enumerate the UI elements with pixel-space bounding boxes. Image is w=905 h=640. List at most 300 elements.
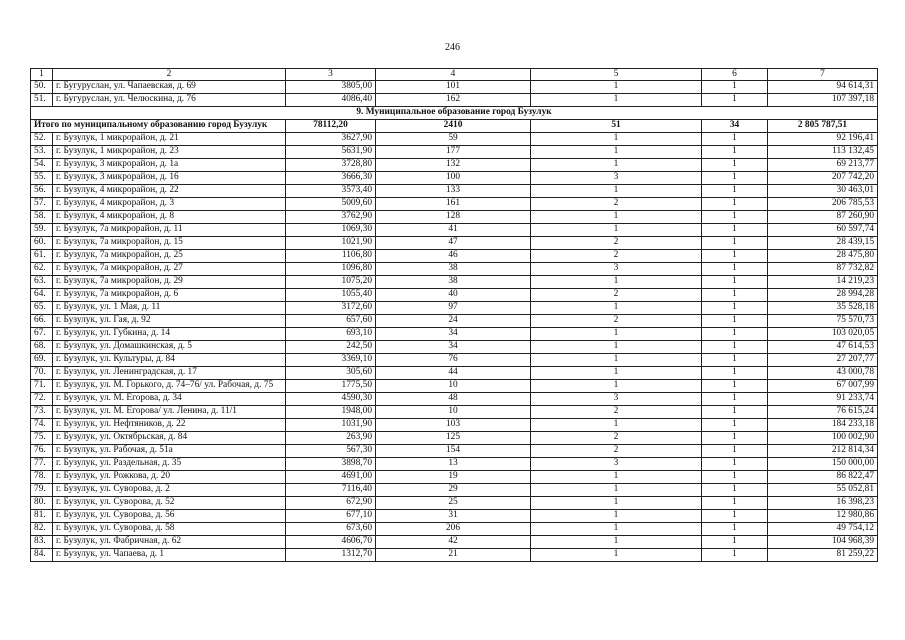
col5-value: 1: [531, 484, 702, 497]
col6-value: 1: [702, 497, 768, 510]
table-row: [31, 406, 878, 419]
col5-value: 1: [531, 419, 702, 432]
row-number: 60.: [31, 237, 53, 250]
col6-value: 1: [702, 81, 768, 94]
area: 1069,30: [286, 224, 376, 237]
col6-value: 1: [702, 302, 768, 315]
table-row: [31, 549, 878, 562]
table-row: [31, 419, 878, 432]
table-row: [31, 185, 878, 198]
table-row: [31, 458, 878, 471]
table-row: [31, 445, 878, 458]
row-number: 53.: [31, 146, 53, 159]
address: г. Бузулук, ул. Чапаева, д. 1: [53, 549, 286, 562]
area: 3172,60: [286, 302, 376, 315]
cost: 14 219,23: [768, 276, 878, 289]
row-number: 51.: [31, 94, 53, 107]
address: г. Бузулук, ул. М. Егорова, д. 34: [53, 393, 286, 406]
area: 1055,40: [286, 289, 376, 302]
residents: 10: [376, 406, 531, 419]
address: г. Бузулук, ул. Раздельная, д. 35: [53, 458, 286, 471]
residents: 38: [376, 263, 531, 276]
area: 5631,90: [286, 146, 376, 159]
residents: 125: [376, 432, 531, 445]
residents: 21: [376, 549, 531, 562]
address: г. Бузулук, 7а микрорайон, д. 11: [53, 224, 286, 237]
col6-value: 1: [702, 276, 768, 289]
cost: 49 754,12: [768, 523, 878, 536]
residents: 154: [376, 445, 531, 458]
table-row: [31, 315, 878, 328]
address: г. Бузулук, ул. Гая, д. 92: [53, 315, 286, 328]
address: г. Бузулук, 7а микрорайон, д. 15: [53, 237, 286, 250]
col5-value: 1: [531, 549, 702, 562]
residents: 97: [376, 302, 531, 315]
total-row: [31, 120, 878, 133]
col6-value: 1: [702, 94, 768, 107]
cost: 12 980,86: [768, 510, 878, 523]
residents: 38: [376, 276, 531, 289]
col5-value: 1: [531, 523, 702, 536]
col5-value: 2: [531, 289, 702, 302]
table-row: [31, 94, 878, 107]
row-number: 54.: [31, 159, 53, 172]
area: 1031,90: [286, 419, 376, 432]
cost: 150 000,00: [768, 458, 878, 471]
area: 1948,00: [286, 406, 376, 419]
col6-value: 1: [702, 224, 768, 237]
residents: 133: [376, 185, 531, 198]
cost: 94 614,31: [768, 81, 878, 94]
table-row: [31, 237, 878, 250]
row-number: 63.: [31, 276, 53, 289]
col5-value: 1: [531, 133, 702, 146]
col6-value: 1: [702, 185, 768, 198]
col6-value: 1: [702, 445, 768, 458]
cost: 28 994,28: [768, 289, 878, 302]
address: г. Бузулук, ул. Губкина, д. 14: [53, 328, 286, 341]
area: 1075,20: [286, 276, 376, 289]
row-number: 50.: [31, 81, 53, 94]
area: 677,10: [286, 510, 376, 523]
section-row: [31, 107, 878, 120]
address: г. Бузулук, 3 микрорайон, д. 1а: [53, 159, 286, 172]
area: 3762,90: [286, 211, 376, 224]
row-number: 78.: [31, 471, 53, 484]
column-number: 4: [376, 69, 531, 81]
row-number: 74.: [31, 419, 53, 432]
area: 673,60: [286, 523, 376, 536]
table-row: [31, 211, 878, 224]
col6-value: 1: [702, 289, 768, 302]
area: 3805,00: [286, 81, 376, 94]
cost: 28 439,15: [768, 237, 878, 250]
residents: 25: [376, 497, 531, 510]
col5-value: 1: [531, 328, 702, 341]
table-row: [31, 224, 878, 237]
housing-table: [30, 68, 878, 562]
address: г. Бузулук, ул. Фабричная, д. 62: [53, 536, 286, 549]
col6-value: 1: [702, 419, 768, 432]
table-row: [31, 172, 878, 185]
col5-value: 1: [531, 341, 702, 354]
col6-value: 1: [702, 484, 768, 497]
row-number: 81.: [31, 510, 53, 523]
col6-value: 1: [702, 146, 768, 159]
row-number: 76.: [31, 445, 53, 458]
col6-value: 1: [702, 380, 768, 393]
total-label: Итого по муниципальному образованию город Бузулук: [31, 120, 286, 133]
row-number: 71.: [31, 380, 53, 393]
cost: 107 397,18: [768, 94, 878, 107]
residents: 13: [376, 458, 531, 471]
table-row: [31, 471, 878, 484]
address: г. Бузулук, 3 микрорайон, д. 16: [53, 172, 286, 185]
total-residents: 2410: [376, 120, 531, 133]
table-row: [31, 354, 878, 367]
row-number: 61.: [31, 250, 53, 263]
row-number: 67.: [31, 328, 53, 341]
cost: 81 259,22: [768, 549, 878, 562]
address: г. Бузулук, ул. Суворова, д. 2: [53, 484, 286, 497]
row-number: 66.: [31, 315, 53, 328]
area: 4590,30: [286, 393, 376, 406]
address: г. Бузулук, ул. Октябрьская, д. 84: [53, 432, 286, 445]
residents: 29: [376, 484, 531, 497]
col5-value: 1: [531, 81, 702, 94]
address: г. Бузулук, 1 микрорайон, д. 21: [53, 133, 286, 146]
col5-value: 1: [531, 211, 702, 224]
cost: 207 742,20: [768, 172, 878, 185]
col5-value: 1: [531, 536, 702, 549]
cost: 69 213,77: [768, 159, 878, 172]
table-row: [31, 367, 878, 380]
col6-value: 1: [702, 510, 768, 523]
col5-value: 2: [531, 198, 702, 211]
address: г. Бузулук, 1 микрорайон, д. 23: [53, 146, 286, 159]
column-number: 1: [31, 69, 53, 81]
col6-value: 1: [702, 211, 768, 224]
address: г. Бузулук, ул. М. Горького, д. 74–76/ ул. Рабочая, д. 75: [53, 380, 286, 393]
col6-value: 1: [702, 315, 768, 328]
residents: 10: [376, 380, 531, 393]
col6-value: 1: [702, 367, 768, 380]
cost: 76 615,24: [768, 406, 878, 419]
area: 305,60: [286, 367, 376, 380]
row-number: 57.: [31, 198, 53, 211]
address: г. Бугуруслан, ул. Чапаевская, д. 69: [53, 81, 286, 94]
cost: 67 007,99: [768, 380, 878, 393]
table-row: [31, 393, 878, 406]
column-number: 5: [531, 69, 702, 81]
residents: 101: [376, 81, 531, 94]
residents: 103: [376, 419, 531, 432]
col6-value: 1: [702, 263, 768, 276]
row-number: 84.: [31, 549, 53, 562]
table-row: [31, 328, 878, 341]
address: г. Бузулук, ул. Домашкинская, д. 5: [53, 341, 286, 354]
row-number: 79.: [31, 484, 53, 497]
row-number: 77.: [31, 458, 53, 471]
address: г. Бузулук, ул. 1 Мая, д. 11: [53, 302, 286, 315]
cost: 16 398,23: [768, 497, 878, 510]
address: г. Бузулук, 7а микрорайон, д. 27: [53, 263, 286, 276]
area: 3728,80: [286, 159, 376, 172]
residents: 100: [376, 172, 531, 185]
residents: 19: [376, 471, 531, 484]
col6-value: 1: [702, 198, 768, 211]
address: г. Бузулук, ул. Ленинградская, д. 17: [53, 367, 286, 380]
col6-value: 1: [702, 354, 768, 367]
residents: 177: [376, 146, 531, 159]
col5-value: 1: [531, 302, 702, 315]
table-row: [31, 133, 878, 146]
residents: 132: [376, 159, 531, 172]
area: 5009,60: [286, 198, 376, 211]
table-row: [31, 302, 878, 315]
area: 1096,80: [286, 263, 376, 276]
residents: 162: [376, 94, 531, 107]
total-cost: 2 805 787,51: [768, 120, 878, 133]
col5-value: 1: [531, 471, 702, 484]
residents: 41: [376, 224, 531, 237]
cost: 87 732,82: [768, 263, 878, 276]
cost: 87 260,90: [768, 211, 878, 224]
page-number: 246: [445, 42, 460, 53]
address: г. Бузулук, ул. М. Егорова/ ул. Ленина, д. 11/1: [53, 406, 286, 419]
table-row: [31, 341, 878, 354]
col5-value: 1: [531, 367, 702, 380]
cost: 104 968,39: [768, 536, 878, 549]
area: 1021,90: [286, 237, 376, 250]
table-row: [31, 198, 878, 211]
table-row: [31, 380, 878, 393]
area: 693,10: [286, 328, 376, 341]
table-body: [31, 69, 878, 562]
cost: 28 475,80: [768, 250, 878, 263]
col5-value: 2: [531, 432, 702, 445]
residents: 206: [376, 523, 531, 536]
cost: 55 052,81: [768, 484, 878, 497]
col6-value: 1: [702, 432, 768, 445]
column-number: 6: [702, 69, 768, 81]
address: г. Бузулук, ул. Суворова, д. 52: [53, 497, 286, 510]
col6-value: 1: [702, 237, 768, 250]
col5-value: 1: [531, 185, 702, 198]
row-number: 52.: [31, 133, 53, 146]
col6-value: 1: [702, 328, 768, 341]
area: 657,60: [286, 315, 376, 328]
row-number: 55.: [31, 172, 53, 185]
column-number: 7: [768, 69, 878, 81]
table-row: [31, 289, 878, 302]
row-number: 82.: [31, 523, 53, 536]
col5-value: 2: [531, 250, 702, 263]
cost: 30 463,01: [768, 185, 878, 198]
column-number: 2: [53, 69, 286, 81]
table-row: [31, 250, 878, 263]
col5-value: 1: [531, 224, 702, 237]
cost: 103 020,05: [768, 328, 878, 341]
address: г. Бузулук, ул. Нефтяников, д. 22: [53, 419, 286, 432]
area: 3369,10: [286, 354, 376, 367]
row-number: 56.: [31, 185, 53, 198]
residents: 46: [376, 250, 531, 263]
address: г. Бузулук, ул. Суворова, д. 58: [53, 523, 286, 536]
cost: 91 233,74: [768, 393, 878, 406]
residents: 34: [376, 341, 531, 354]
cost: 60 597,74: [768, 224, 878, 237]
col5-value: 3: [531, 458, 702, 471]
table-row: [31, 523, 878, 536]
area: 7116,40: [286, 484, 376, 497]
cost: 113 132,45: [768, 146, 878, 159]
row-number: 64.: [31, 289, 53, 302]
address: г. Бузулук, ул. Рожкова, д. 20: [53, 471, 286, 484]
address: г. Бузулук, 7а микрорайон, д. 25: [53, 250, 286, 263]
row-number: 58.: [31, 211, 53, 224]
cost: 100 002,90: [768, 432, 878, 445]
table-row: [31, 510, 878, 523]
table-row: [31, 146, 878, 159]
section-title: 9. Муниципальное образование город Бузулук: [31, 107, 878, 120]
table-row: [31, 159, 878, 172]
address: г. Бузулук, 4 микрорайон, д. 22: [53, 185, 286, 198]
area: 4691,00: [286, 471, 376, 484]
row-number: 70.: [31, 367, 53, 380]
col6-value: 1: [702, 406, 768, 419]
row-number: 59.: [31, 224, 53, 237]
col6-value: 1: [702, 523, 768, 536]
total-area: 78112,20: [286, 120, 376, 133]
col6-value: 1: [702, 250, 768, 263]
area: 3573,40: [286, 185, 376, 198]
total-col6: 34: [702, 120, 768, 133]
residents: 24: [376, 315, 531, 328]
row-number: 69.: [31, 354, 53, 367]
table-row: [31, 536, 878, 549]
total-col5: 51: [531, 120, 702, 133]
row-number: 73.: [31, 406, 53, 419]
col5-value: 1: [531, 94, 702, 107]
address: г. Бузулук, 4 микрорайон, д. 8: [53, 211, 286, 224]
area: 1106,80: [286, 250, 376, 263]
col5-value: 1: [531, 146, 702, 159]
col6-value: 1: [702, 471, 768, 484]
col5-value: 1: [531, 276, 702, 289]
table-row: [31, 263, 878, 276]
area: 242,50: [286, 341, 376, 354]
col5-value: 2: [531, 445, 702, 458]
col5-value: 1: [531, 354, 702, 367]
area: 3666,30: [286, 172, 376, 185]
address: г. Бузулук, ул. Культуры, д. 84: [53, 354, 286, 367]
cost: 43 000,78: [768, 367, 878, 380]
col5-value: 2: [531, 315, 702, 328]
cost: 86 822,47: [768, 471, 878, 484]
row-number: 65.: [31, 302, 53, 315]
residents: 40: [376, 289, 531, 302]
residents: 161: [376, 198, 531, 211]
col5-value: 1: [531, 380, 702, 393]
cost: 92 196,41: [768, 133, 878, 146]
col5-value: 1: [531, 510, 702, 523]
col5-value: 2: [531, 237, 702, 250]
address: г. Бузулук, 7а микрорайон, д. 29: [53, 276, 286, 289]
cost: 212 814,34: [768, 445, 878, 458]
residents: 44: [376, 367, 531, 380]
address: г. Бузулук, ул. Суворова, д. 56: [53, 510, 286, 523]
residents: 48: [376, 393, 531, 406]
area: 4086,40: [286, 94, 376, 107]
table-row: [31, 432, 878, 445]
row-number: 75.: [31, 432, 53, 445]
area: 4606,70: [286, 536, 376, 549]
address: г. Бузулук, ул. Рабочая, д. 51а: [53, 445, 286, 458]
col5-value: 3: [531, 393, 702, 406]
address: г. Бузулук, 7а микрорайон, д. 6: [53, 289, 286, 302]
col5-value: 2: [531, 406, 702, 419]
col6-value: 1: [702, 172, 768, 185]
address: г. Бузулук, 4 микрорайон, д. 3: [53, 198, 286, 211]
residents: 42: [376, 536, 531, 549]
residents: 47: [376, 237, 531, 250]
col6-value: 1: [702, 341, 768, 354]
table-row: [31, 276, 878, 289]
row-number: 72.: [31, 393, 53, 406]
area: 3898,70: [286, 458, 376, 471]
row-number: 68.: [31, 341, 53, 354]
area: 263,90: [286, 432, 376, 445]
table-row: [31, 484, 878, 497]
residents: 128: [376, 211, 531, 224]
residents: 59: [376, 133, 531, 146]
area: 3627,90: [286, 133, 376, 146]
col6-value: 1: [702, 393, 768, 406]
residents: 76: [376, 354, 531, 367]
cost: 47 614,53: [768, 341, 878, 354]
col6-value: 1: [702, 133, 768, 146]
col6-value: 1: [702, 536, 768, 549]
table-row: [31, 497, 878, 510]
cost: 75 570,73: [768, 315, 878, 328]
residents: 34: [376, 328, 531, 341]
column-number: 3: [286, 69, 376, 81]
col6-value: 1: [702, 549, 768, 562]
residents: 31: [376, 510, 531, 523]
col6-value: 1: [702, 159, 768, 172]
col5-value: 3: [531, 172, 702, 185]
area: 1775,50: [286, 380, 376, 393]
table-row: [31, 81, 878, 94]
col5-value: 3: [531, 263, 702, 276]
address: г. Бугуруслан, ул. Челюскина, д. 76: [53, 94, 286, 107]
col6-value: 1: [702, 458, 768, 471]
area: 1312,70: [286, 549, 376, 562]
row-number: 83.: [31, 536, 53, 549]
cost: 35 528,18: [768, 302, 878, 315]
cost: 206 785,53: [768, 198, 878, 211]
row-number: 62.: [31, 263, 53, 276]
area: 672,90: [286, 497, 376, 510]
cost: 27 207,77: [768, 354, 878, 367]
row-number: 80.: [31, 497, 53, 510]
column-number-row: [31, 69, 878, 81]
col5-value: 1: [531, 159, 702, 172]
area: 567,30: [286, 445, 376, 458]
cost: 184 233,18: [768, 419, 878, 432]
col5-value: 1: [531, 497, 702, 510]
